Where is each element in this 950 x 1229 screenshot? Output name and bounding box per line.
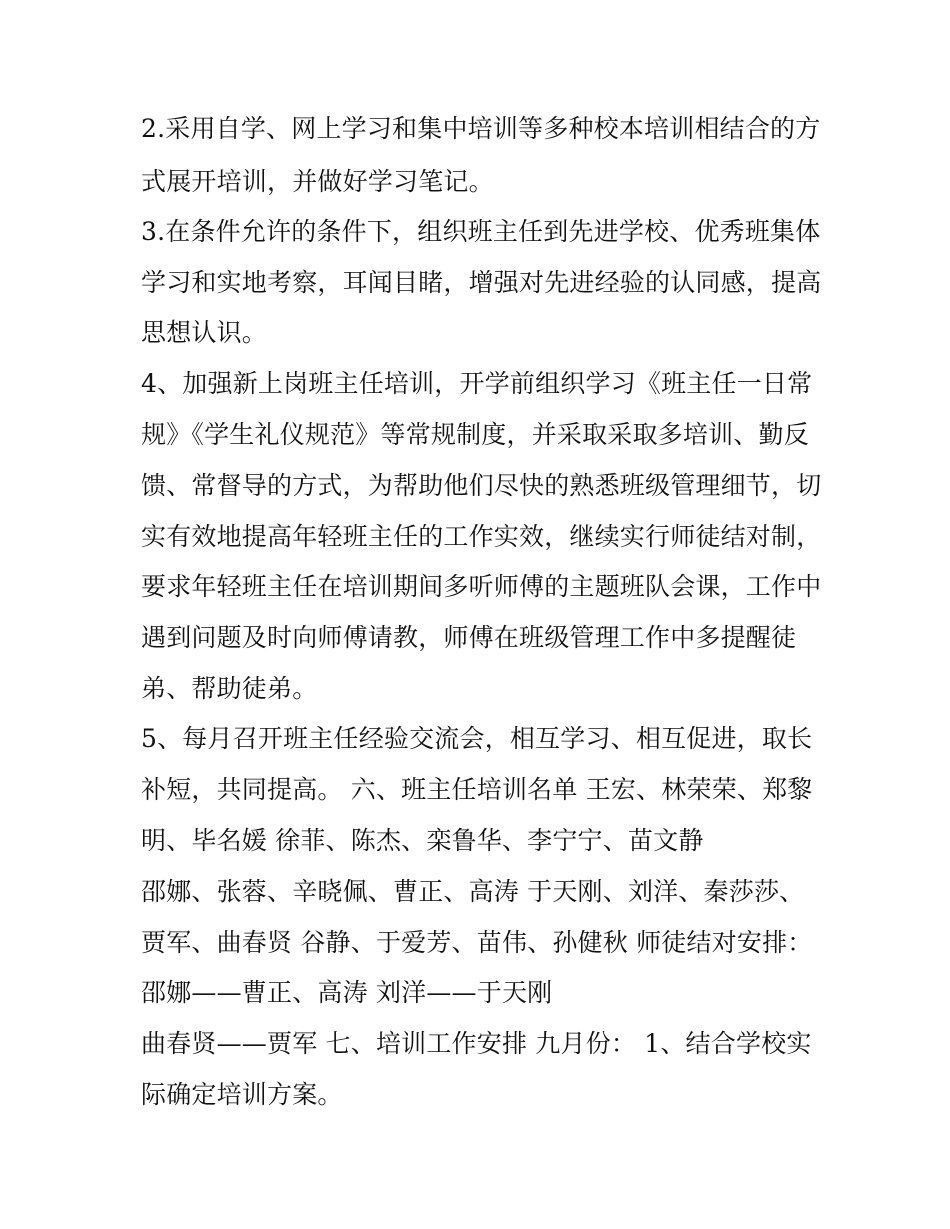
text-line: 思想认识。 (141, 318, 268, 347)
text-line: 规》《学生礼仪规范》等常规制度，并采取采取多培训、勤反 (141, 420, 809, 449)
text-line: 2.采用自学、网上学习和集中培训等多种校本培训相结合的方 (141, 114, 821, 143)
text-line: 邵娜——曹正、高涛 刘洋——于天刚 (141, 978, 553, 1007)
text-line: 要求年轻班主任在培训期间多听师傅的主题班队会课，工作中 (141, 572, 822, 601)
text-line: 遇到问题及时向师傅请教，师傅在班级管理工作中多提醒徒 (141, 623, 797, 652)
text-line: 3.在条件允许的条件下，组织班主任到先进学校、优秀班集体 (141, 217, 821, 246)
text-line: 学习和实地考察，耳闻目睹，增强对先进经验的认同感，提高 (141, 268, 822, 297)
text-line: 馈、常督导的方式，为帮助他们尽快的熟悉班级管理细节，切 (141, 471, 822, 500)
text-line: 邵娜、张蓉、辛晓佩、曹正、高涛 于天刚、刘洋、秦莎莎、 (141, 877, 805, 906)
text-line: 补短，共同提高。 六、班主任培训名单 王宏、林荣荣、郑黎 (141, 775, 813, 804)
text-line: 曲春贤——贾军 七、培训工作安排 九月份： 1、结合学校实 (141, 1029, 812, 1058)
text-line: 际确定培训方案。 (141, 1080, 343, 1109)
text-line: 贾军、曲春贤 谷静、于爱芳、苗伟、孙健秋 师徒结对安排： (141, 928, 813, 957)
text-line: 弟、帮助徒弟。 (141, 674, 318, 703)
text-line: 式展开培训，并做好学习笔记。 (141, 167, 494, 196)
text-line: 4、加强新上岗班主任培训，开学前组织学习《班主任一日常 (141, 369, 813, 398)
text-line: 明、毕名媛 徐菲、陈杰、栾鲁华、李宁宁、苗文静 (141, 826, 704, 855)
text-line: 5、每月召开班主任经验交流会，相互学习、相互促进，取长 (141, 724, 813, 753)
text-line: 实有效地提高年轻班主任的工作实效，继续实行师徒结对制， (141, 522, 822, 551)
